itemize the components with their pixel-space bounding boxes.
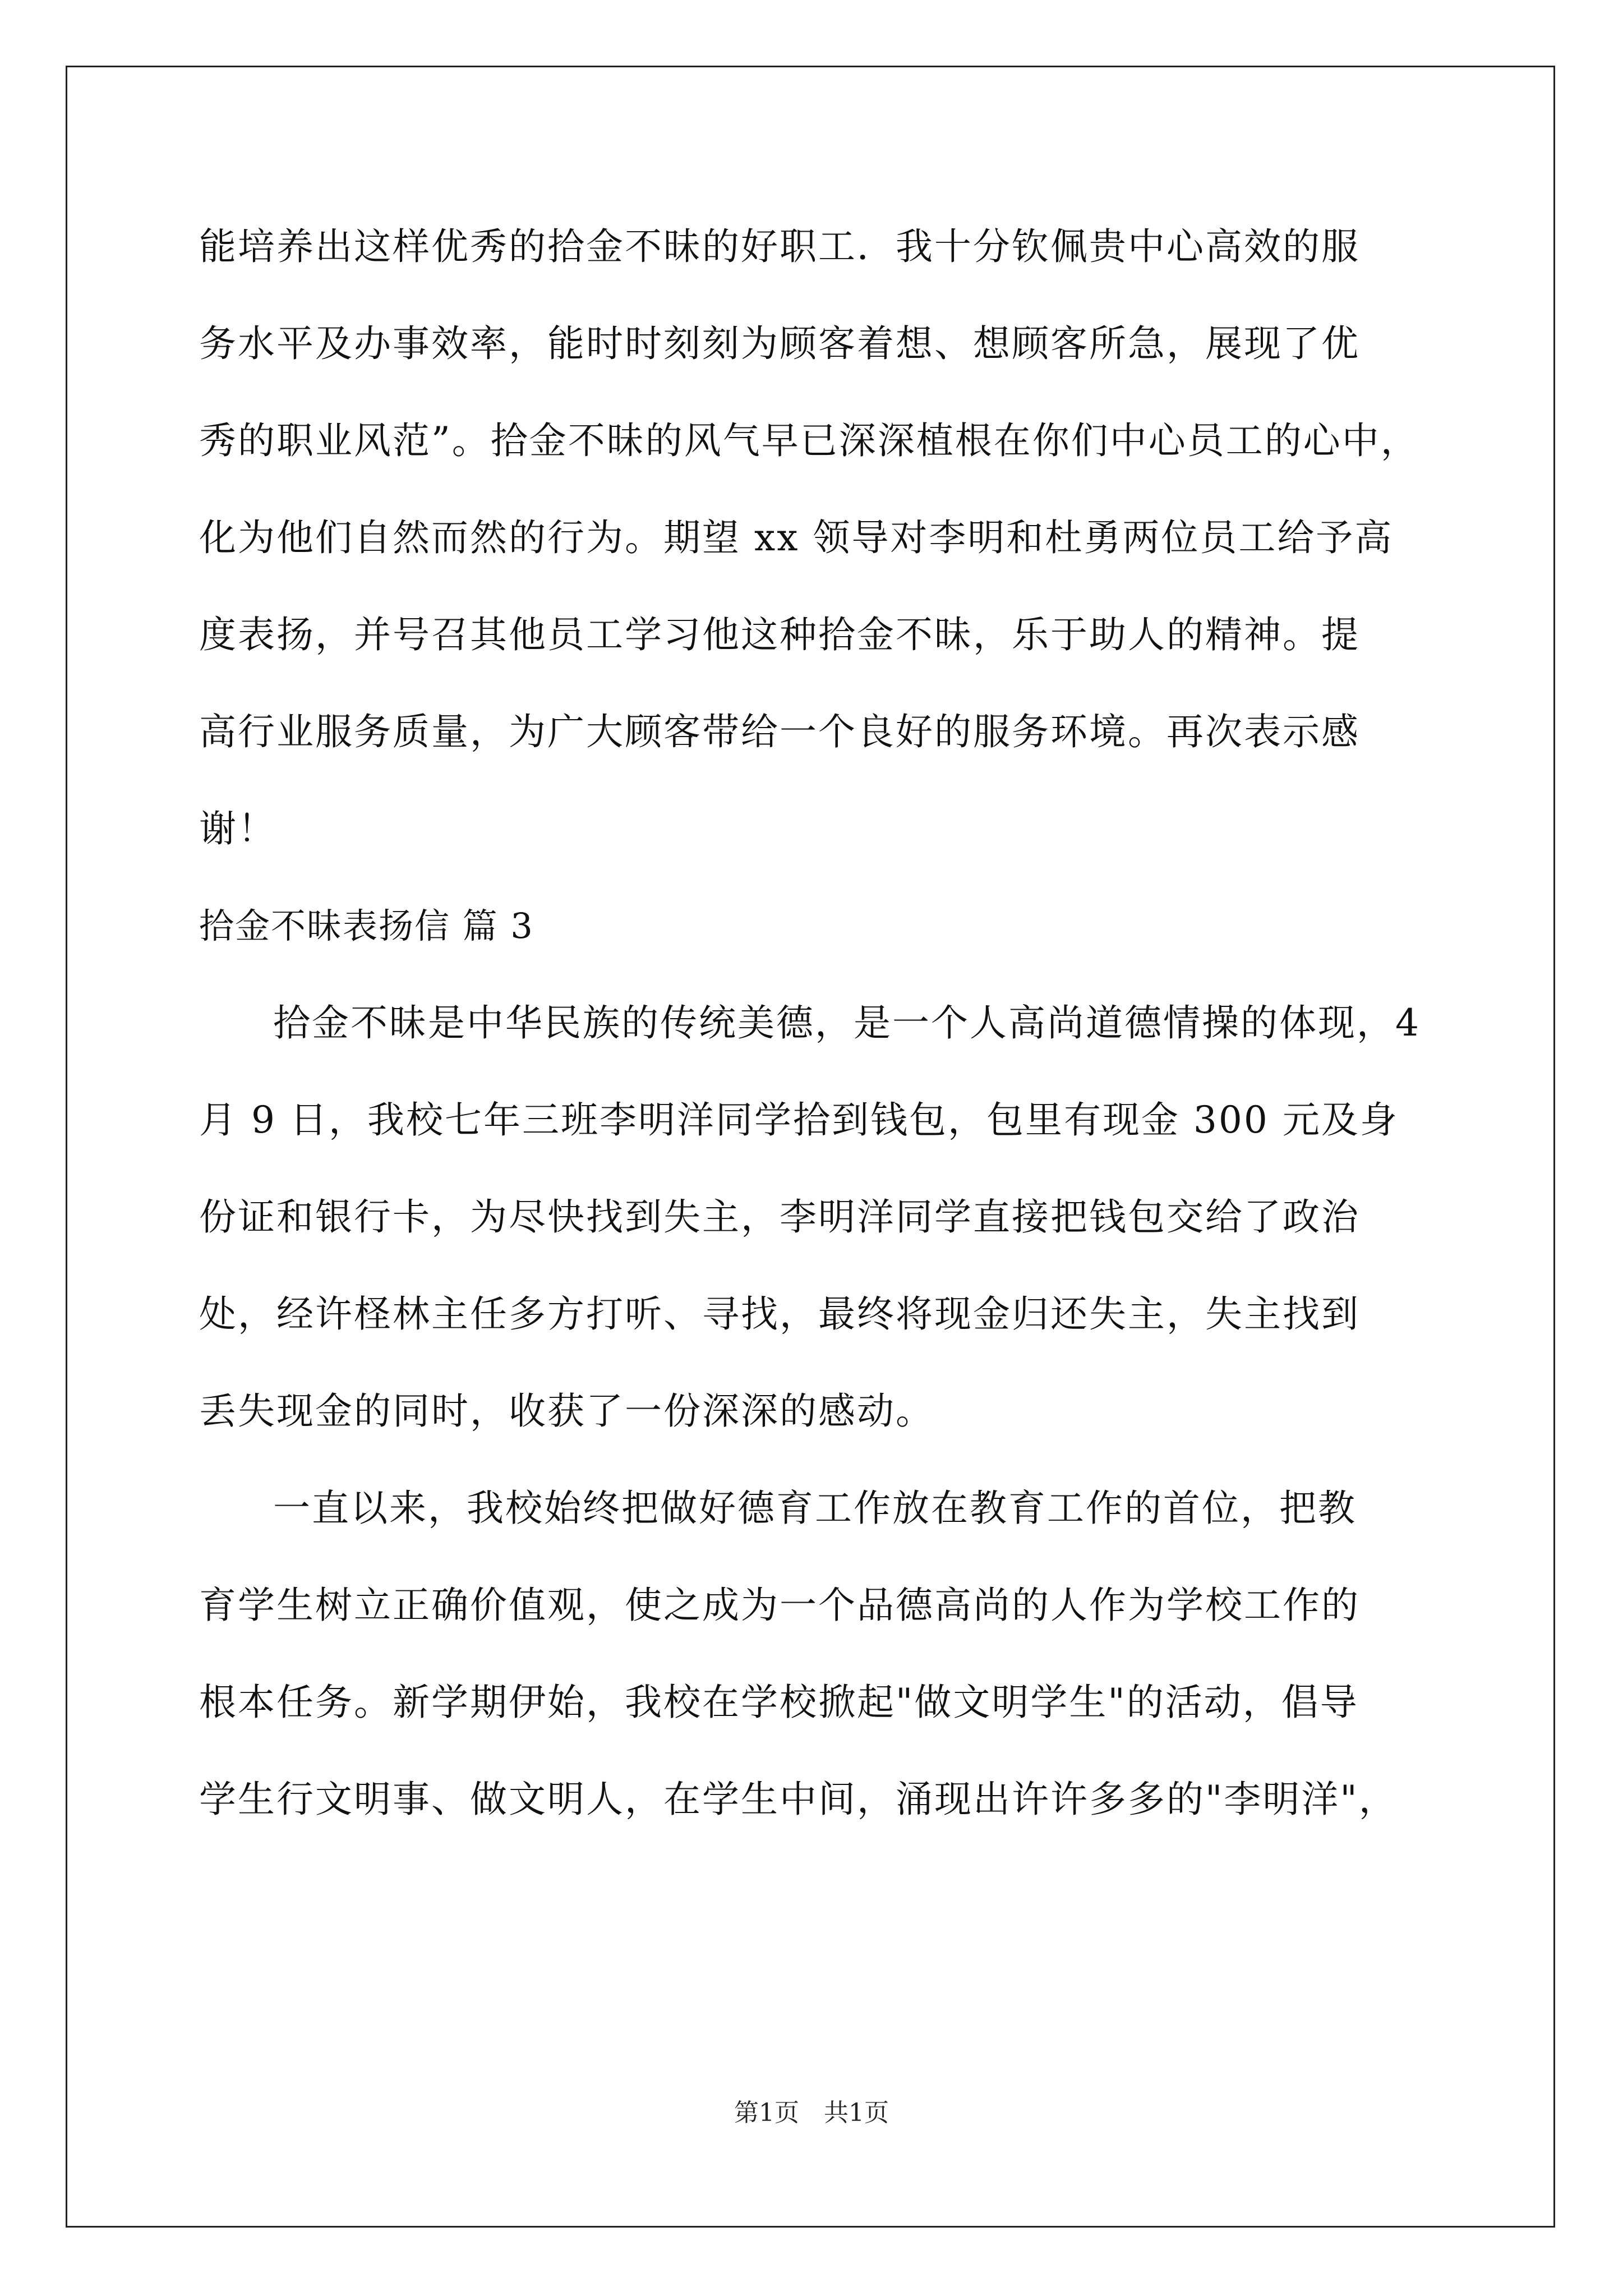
text-line: 一直以来，我校始终把做好德育工作放在教育工作的首位，把教 bbox=[273, 1487, 1357, 1530]
page-number-footer: 第1页 共1页 bbox=[734, 2099, 889, 2127]
text-line: 秀的职业风范”。拾金不昧的风气早已深深植根在你们中心员工的心中， bbox=[199, 419, 1419, 462]
text-line: 丢失现金的同时，收获了一份深深的感动。 bbox=[199, 1389, 934, 1433]
text-line: 能培养出这样优秀的拾金不昧的好职工．我十分钦佩贵中心高效的服 bbox=[199, 225, 1360, 268]
text-line: 化为他们自然而然的行为。期望 xx 领导对李明和杜勇两位员工给予高 bbox=[199, 516, 1394, 559]
text-line: 拾金不昧是中华民族的传统美德，是一个人高尚道德情操的体现，4 bbox=[273, 1001, 1421, 1045]
text-line: 份证和银行卡，为尽快找到失主，李明洋同学直接把钱包交给了政治 bbox=[199, 1195, 1360, 1239]
text-line: 处，经许柽林主任多方打听、寻找，最终将现金归还失主，失主找到 bbox=[199, 1292, 1360, 1336]
text-line: 根本任务。新学期伊始，我校在学校掀起"做文明学生"的活动，倡导 bbox=[199, 1681, 1359, 1724]
text-line: 育学生树立正确价值观，使之成为一个品德高尚的人作为学校工作的 bbox=[199, 1584, 1360, 1627]
text-line: 学生行文明事、做文明人，在学生中间，涌现出许许多多的"李明洋"， bbox=[199, 1778, 1398, 1821]
text-line: 月 9 日，我校七年三班李明洋同学拾到钱包，包里有现金 300 元及身 bbox=[199, 1098, 1399, 1142]
text-line: 度表扬，并号召其他员工学习他这种拾金不昧，乐于助人的精神。提 bbox=[199, 613, 1360, 656]
text-line: 务水平及办事效率，能时时刻刻为顾客着想、想顾客所急，展现了优 bbox=[199, 322, 1360, 365]
document-body bbox=[199, 219, 1455, 1869]
section-heading: 拾金不昧表扬信 篇 3 bbox=[199, 905, 534, 946]
text-line: 高行业服务质量，为广大顾客带给一个良好的服务环境。再次表示感 bbox=[199, 710, 1360, 753]
text-line: 谢！ bbox=[199, 807, 276, 850]
